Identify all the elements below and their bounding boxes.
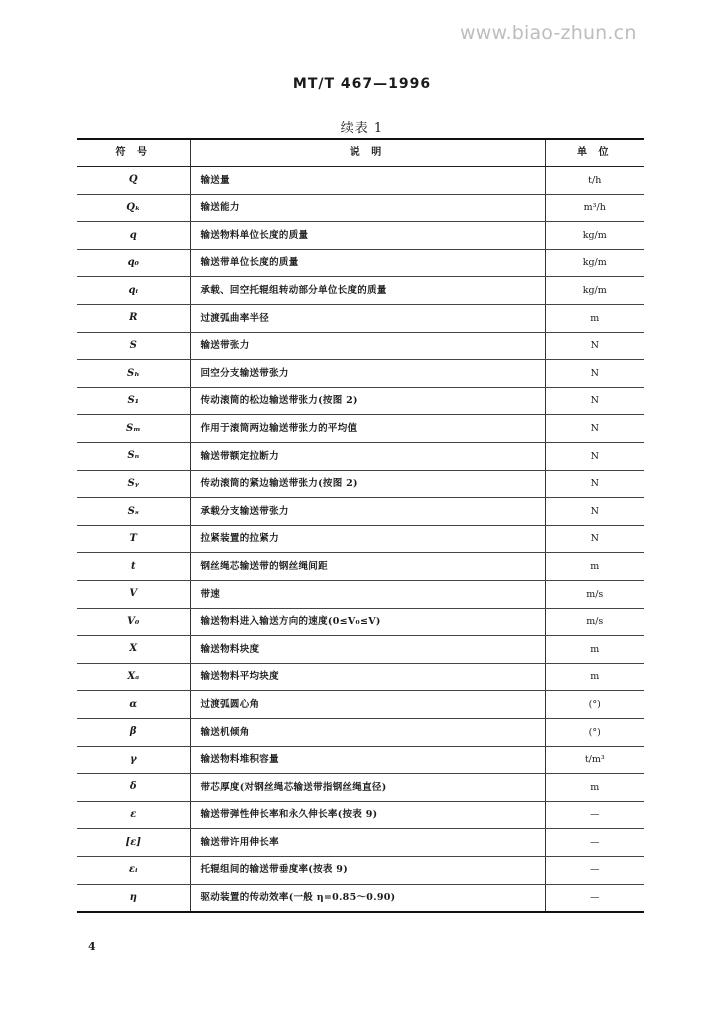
symbol-cell: δ: [77, 774, 190, 802]
symbol-cell: Sₙ: [77, 443, 190, 471]
table-row: [77, 332, 644, 360]
unit-cell: N: [545, 387, 644, 415]
unit-cell: m: [545, 305, 644, 333]
unit-cell: m: [545, 636, 644, 664]
description-cell: 输送量: [190, 167, 545, 195]
description-cell: 输送物料单位长度的质量: [190, 222, 545, 250]
table-row: [77, 718, 644, 746]
symbol-cell: β: [77, 718, 190, 746]
unit-cell: —: [545, 829, 644, 857]
description-cell: 过渡弧圆心角: [190, 691, 545, 719]
description-cell: 拉紧装置的拉紧力: [190, 525, 545, 553]
description-cell: 输送带额定拉断力: [190, 443, 545, 471]
table-row: [77, 774, 644, 802]
symbol-cell: t: [77, 553, 190, 581]
symbol-cell: Sₘ: [77, 415, 190, 443]
unit-cell: N: [545, 360, 644, 388]
symbol-cell: qᵢ: [77, 277, 190, 305]
description-cell: 作用于滚筒两边输送带张力的平均值: [190, 415, 545, 443]
description-cell: 托辊组间的输送带垂度率(按表 9): [190, 856, 545, 884]
table-row: [77, 829, 644, 857]
symbol-cell: γ: [77, 746, 190, 774]
symbol-cell: α: [77, 691, 190, 719]
header-unit: 单 位: [545, 139, 644, 167]
unit-cell: t/h: [545, 167, 644, 195]
unit-cell: N: [545, 415, 644, 443]
table-row: [77, 360, 644, 388]
description-cell: 输送物料堆积容量: [190, 746, 545, 774]
unit-cell: N: [545, 498, 644, 526]
description-cell: 回空分支输送带张力: [190, 360, 545, 388]
description-cell: 钢丝绳芯输送带的钢丝绳间距: [190, 553, 545, 581]
table-row: [77, 498, 644, 526]
unit-cell: t/m³: [545, 746, 644, 774]
watermark: www.biao-zhun.cn: [460, 22, 637, 44]
symbol-cell: V₀: [77, 608, 190, 636]
table-row: [77, 249, 644, 277]
standard-number: MT/T 467—1996: [292, 76, 432, 92]
description-cell: 输送带许用伸长率: [190, 829, 545, 857]
description-cell: 输送带张力: [190, 332, 545, 360]
table-row: [77, 525, 644, 553]
unit-cell: kg/m: [545, 277, 644, 305]
symbol-cell: X: [77, 636, 190, 664]
symbol-cell: ε: [77, 801, 190, 829]
table-row: [77, 746, 644, 774]
unit-cell: —: [545, 884, 644, 912]
table-row: [77, 194, 644, 222]
unit-cell: (°): [545, 691, 644, 719]
description-cell: 输送物料块度: [190, 636, 545, 664]
table-row: [77, 801, 644, 829]
unit-cell: m/s: [545, 581, 644, 609]
unit-cell: m/s: [545, 608, 644, 636]
table-caption: 续表 1: [340, 121, 384, 136]
symbol-cell: Qₖ: [77, 194, 190, 222]
description-cell: 输送物料平均块度: [190, 663, 545, 691]
description-cell: 输送机倾角: [190, 718, 545, 746]
symbol-cell: Sₛ: [77, 498, 190, 526]
symbol-cell: q₀: [77, 249, 190, 277]
page-number: 4: [88, 940, 96, 953]
table-row: [77, 884, 644, 912]
header-symbol: 符 号: [77, 139, 190, 167]
table-row: [77, 856, 644, 884]
description-cell: 输送物料进入输送方向的速度(0≤V₀≤V): [190, 608, 545, 636]
symbol-cell: S: [77, 332, 190, 360]
unit-cell: m³/h: [545, 194, 644, 222]
table-row: [77, 443, 644, 471]
description-cell: 输送带单位长度的质量: [190, 249, 545, 277]
table-row: [77, 222, 644, 250]
unit-cell: N: [545, 525, 644, 553]
symbol-cell: q: [77, 222, 190, 250]
table-row: [77, 387, 644, 415]
table-header-row: [77, 139, 644, 167]
unit-cell: N: [545, 332, 644, 360]
description-cell: 承载分支输送带张力: [190, 498, 545, 526]
table-row: [77, 691, 644, 719]
unit-cell: m: [545, 663, 644, 691]
symbol-cell: Q: [77, 167, 190, 195]
symbol-cell: S₁: [77, 387, 190, 415]
description-cell: 带芯厚度(对钢丝绳芯输送带指钢丝绳直径): [190, 774, 545, 802]
symbols-table: [77, 138, 644, 913]
unit-cell: m: [545, 774, 644, 802]
symbol-cell: Sᵧ: [77, 470, 190, 498]
unit-cell: kg/m: [545, 222, 644, 250]
unit-cell: (°): [545, 718, 644, 746]
unit-cell: kg/m: [545, 249, 644, 277]
table-row: [77, 470, 644, 498]
table-row: [77, 663, 644, 691]
table-row: [77, 608, 644, 636]
symbol-cell: Sₕ: [77, 360, 190, 388]
symbol-cell: [ε]: [77, 829, 190, 857]
description-cell: 过渡弧曲率半径: [190, 305, 545, 333]
unit-cell: —: [545, 856, 644, 884]
symbol-cell: R: [77, 305, 190, 333]
description-cell: 传动滚筒的松边输送带张力(按图 2): [190, 387, 545, 415]
table-row: [77, 553, 644, 581]
symbol-cell: η: [77, 884, 190, 912]
symbol-cell: Xₐ: [77, 663, 190, 691]
symbol-cell: εᵢ: [77, 856, 190, 884]
description-cell: 带速: [190, 581, 545, 609]
unit-cell: m: [545, 553, 644, 581]
description-cell: 承载、回空托辊组转动部分单位长度的质量: [190, 277, 545, 305]
symbol-cell: T: [77, 525, 190, 553]
unit-cell: N: [545, 443, 644, 471]
table-row: [77, 277, 644, 305]
description-cell: 输送能力: [190, 194, 545, 222]
description-cell: 传动滚筒的紧边输送带张力(按图 2): [190, 470, 545, 498]
table-row: [77, 305, 644, 333]
table-row: [77, 581, 644, 609]
header-description: 说 明: [190, 139, 545, 167]
table-row: [77, 167, 644, 195]
table-row: [77, 415, 644, 443]
unit-cell: N: [545, 470, 644, 498]
unit-cell: —: [545, 801, 644, 829]
table-row: [77, 636, 644, 664]
description-cell: 驱动装置的传动效率(一般 η=0.85～0.90): [190, 884, 545, 912]
symbol-cell: V: [77, 581, 190, 609]
description-cell: 输送带弹性伸长率和永久伸长率(按表 9): [190, 801, 545, 829]
table-body: [77, 167, 644, 912]
